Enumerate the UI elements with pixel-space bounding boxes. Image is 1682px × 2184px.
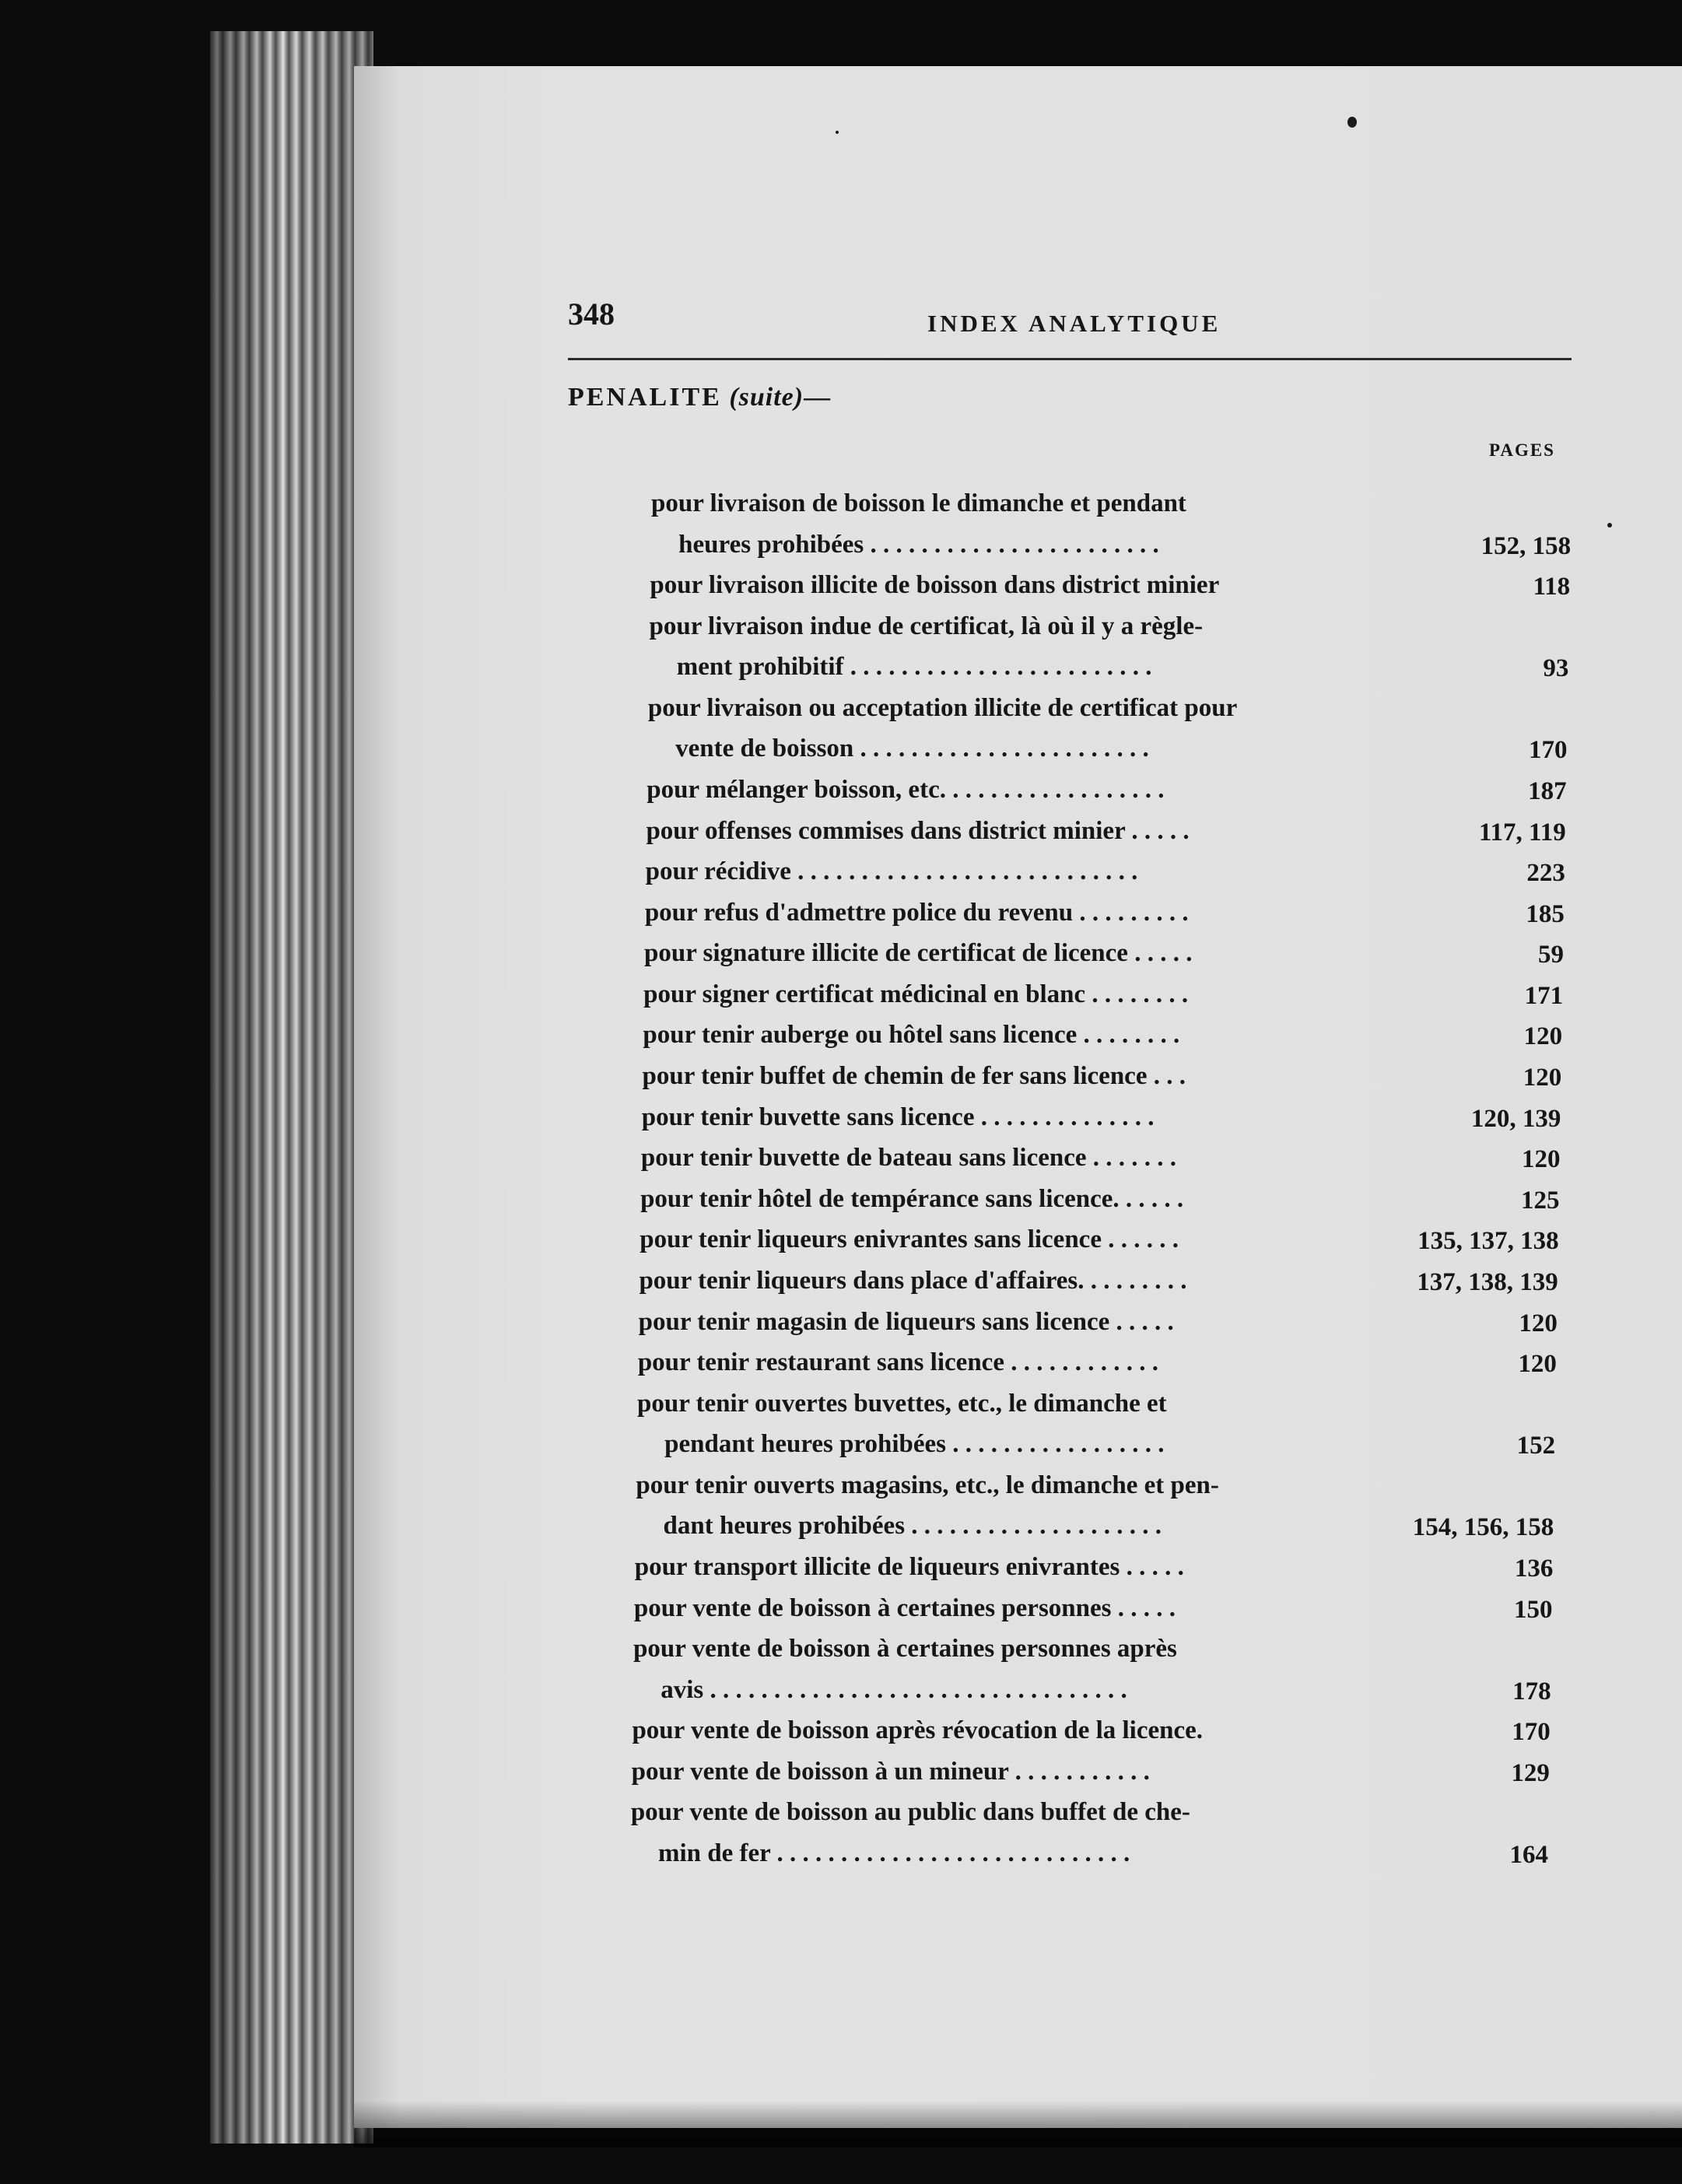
index-entry-line	[0, 1591, 1552, 1632]
index-entry-text: vente de boisson . . . . . . . . . . . . . . . . . . . . . . .	[675, 734, 1149, 763]
index-entry-pages: 129	[1511, 1758, 1550, 1787]
index-entry-line	[0, 1059, 1561, 1099]
index-entry-text: pour livraison illicite de boisson dans district minier	[650, 571, 1220, 600]
index-entry-line	[0, 528, 1571, 568]
section-suite: (suite)	[729, 383, 804, 412]
index-entry-text: pour tenir buvette sans licence . . . . . . . . . . . . . .	[641, 1103, 1155, 1131]
index-entry-text: pour tenir ouverts magasins, etc., le dimanche et pen-	[636, 1471, 1219, 1499]
index-entry-line	[0, 1550, 1553, 1590]
section-title: PENALITE	[568, 383, 722, 412]
index-entry-pages: 59	[1538, 941, 1564, 969]
index-entry-line	[0, 1345, 1557, 1386]
index-entry-text: heures prohibées . . . . . . . . . . . . . . . . . . . . . . .	[678, 530, 1159, 559]
ink-speck	[1347, 117, 1357, 128]
index-entry-line	[0, 1100, 1561, 1141]
index-entry-text: pour tenir hôtel de tempérance sans licence. . . . . .	[640, 1184, 1184, 1213]
index-entry-line	[0, 896, 1565, 936]
index-entry-pages: 93	[1543, 654, 1569, 683]
index-entry-line	[0, 1509, 1554, 1549]
index-entry-text: pour signature illicite de certificat de licence . . . . .	[644, 939, 1193, 968]
index-entry-line	[0, 1264, 1558, 1304]
index-entry-line	[0, 1713, 1551, 1754]
index-entry-text: pour offenses commises dans district minier . . . . .	[646, 816, 1190, 845]
index-entry-line	[0, 1632, 1552, 1672]
index-entry-pages: 178	[1512, 1677, 1551, 1705]
index-entry-pages: 120	[1519, 1309, 1558, 1337]
index-entry-line	[0, 1141, 1560, 1181]
index-entry-text: pour mélanger boisson, etc. . . . . . . . . . . . . . . . . .	[647, 776, 1165, 805]
index-entry-pages: 154, 156, 158	[1412, 1513, 1554, 1542]
index-entry-line	[0, 609, 1569, 650]
index-entry-pages: 120	[1523, 1064, 1562, 1092]
index-entry-text: pour refus d'admettre police du revenu . . . . . . . . .	[644, 898, 1189, 927]
index-entry-pages: 185	[1526, 899, 1565, 928]
index-entry-text: min de fer . . . . . . . . . . . . . . . . . . . . . . . . . . . .	[658, 1839, 1130, 1867]
index-entry-pages: 164	[1509, 1841, 1548, 1869]
index-entry-line	[0, 1386, 1556, 1427]
index-entry-pages: 120	[1523, 1022, 1563, 1051]
index-entry-text: pour tenir restaurant sans licence . . . . . . . . . . . .	[637, 1348, 1158, 1377]
index-entry-text: pour livraison de boisson le dimanche et pendant	[651, 489, 1186, 517]
index-entry-line	[0, 773, 1567, 813]
index-entry-pages: 170	[1512, 1718, 1551, 1747]
index-entry-pages: 120	[1521, 1145, 1561, 1174]
index-entry-line	[0, 1305, 1558, 1345]
index-entry-pages: 152	[1516, 1432, 1556, 1460]
index-entry-line	[0, 1222, 1559, 1263]
index-entry-pages: 171	[1524, 981, 1564, 1010]
index-entry-pages: 135, 137, 138	[1417, 1227, 1559, 1256]
index-entry-pages: 150	[1513, 1595, 1553, 1624]
index-entry-pages: 120, 139	[1470, 1104, 1561, 1133]
index-entry-text: pour vente de boisson après révocation de la licence.	[632, 1716, 1204, 1745]
index-entry-line	[0, 977, 1563, 1018]
index-entry-line	[0, 1673, 1551, 1713]
index-entry-text: ment prohibitif . . . . . . . . . . . . . . . . . . . . . . . .	[676, 653, 1152, 682]
bottom-shadow	[354, 2101, 1682, 2147]
page-header	[568, 296, 1572, 360]
index-entry-text: pour transport illicite de liqueurs enivrantes . . . . .	[634, 1552, 1184, 1581]
index-entry-text: pour vente de boisson au public dans buffet de che-	[630, 1798, 1190, 1827]
index-entry-text: dant heures prohibées . . . . . . . . . . . . . . . . . . . .	[663, 1512, 1162, 1541]
index-entry-line	[0, 936, 1564, 976]
index-entry-pages: 152, 158	[1481, 531, 1572, 560]
index-entry-line	[0, 486, 1572, 527]
index-entry-text: pour récidive . . . . . . . . . . . . . . . . . . . . . . . . . . .	[645, 857, 1138, 886]
index-entry-text: avis . . . . . . . . . . . . . . . . . . . . . . . . . . . . . . . . .	[661, 1675, 1127, 1704]
index-entry-text: pour tenir magasin de liqueurs sans licence . . . . .	[638, 1307, 1174, 1336]
index-entry-text: pour livraison indue de certificat, là où il y a règle-	[649, 612, 1204, 640]
index-entry-text: pour tenir liqueurs dans place d'affaires. . . . . . . . .	[639, 1266, 1187, 1295]
index-entry-text: pour tenir liqueurs enivrantes sans licence . . . . . .	[640, 1225, 1179, 1254]
index-entry-line	[0, 814, 1566, 854]
index-entry-pages: 223	[1526, 859, 1565, 888]
index-entry-text: pour vente de boisson à un mineur . . . . . . . . . . .	[631, 1757, 1150, 1786]
pages-column-label: PAGES	[1489, 440, 1555, 460]
index-entry-line	[0, 731, 1568, 772]
index-entry-line	[0, 854, 1565, 895]
page-number: 348	[568, 296, 615, 331]
index-entry-text: pour signer certificat médicinal en blanc . . . . . . . .	[643, 980, 1189, 1008]
ink-speck	[1607, 523, 1612, 528]
index-entry-line	[0, 691, 1568, 731]
index-entry-pages: 170	[1529, 736, 1568, 765]
index-entry-text: pour tenir auberge ou hôtel sans licence . . . . . . . .	[643, 1021, 1180, 1050]
section-heading	[568, 383, 831, 412]
index-entry-line	[0, 1182, 1560, 1222]
index-entry-text: pour tenir buffet de chemin de fer sans licence . . .	[642, 1062, 1186, 1091]
index-entry-text: pendant heures prohibées . . . . . . . . . . . . . . . . .	[664, 1430, 1165, 1459]
running-head: INDEX ANALYTIQUE	[927, 310, 1221, 337]
index-entry-pages: 117, 119	[1478, 818, 1566, 847]
index-entry-text: pour tenir ouvertes buvettes, etc., le dimanche et	[637, 1389, 1167, 1418]
index-entry-pages: 120	[1518, 1350, 1557, 1379]
index-entry-line	[0, 1836, 1548, 1877]
index-entry-line	[0, 1018, 1562, 1058]
index-entry-pages: 187	[1528, 777, 1567, 806]
index-entry-line	[0, 1795, 1549, 1835]
index-entry-line	[0, 1427, 1555, 1467]
index-entry-pages: 125	[1521, 1186, 1560, 1215]
index-entry-text: pour tenir buvette de bateau sans licence . . . . . . .	[640, 1144, 1177, 1173]
index-entry-line	[0, 1755, 1550, 1795]
index-entry-line	[0, 650, 1568, 690]
index-entry-line	[0, 568, 1570, 608]
index-entry-pages: 118	[1533, 573, 1571, 601]
index-entry-text: pour livraison ou acceptation illicite de certificat pour	[647, 693, 1238, 722]
index-entry-pages: 137, 138, 139	[1417, 1267, 1558, 1296]
index-entry-line	[0, 1468, 1554, 1509]
index-entry-pages: 136	[1514, 1554, 1554, 1583]
index-entry-text: pour vente de boisson à certaines personnes . . . . .	[633, 1593, 1176, 1622]
index-entry-text: pour vente de boisson à certaines personnes après	[633, 1635, 1177, 1663]
ink-speck	[836, 131, 839, 134]
section-dash: —	[804, 383, 832, 412]
